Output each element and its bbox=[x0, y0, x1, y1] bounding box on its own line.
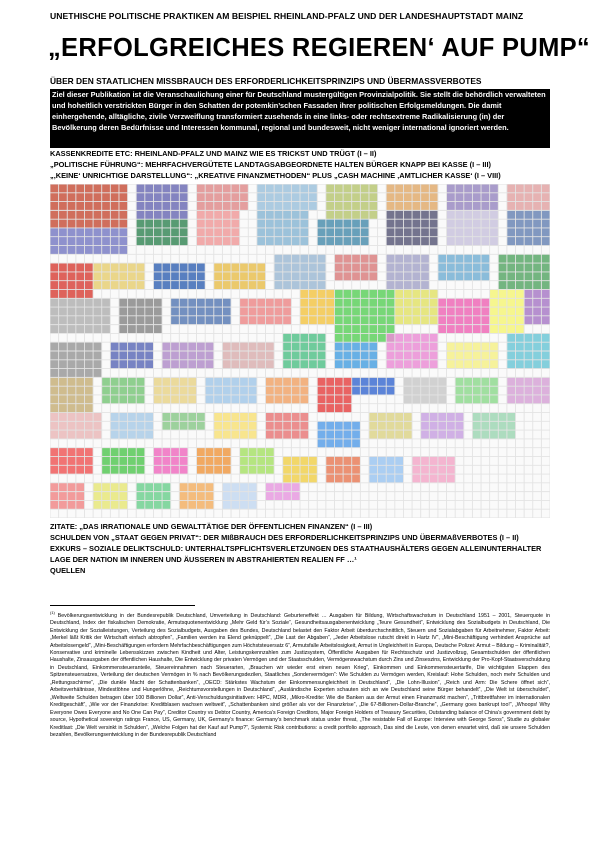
mosaic-patch bbox=[507, 184, 550, 210]
document-kicker: UNETHISCHE POLITISCHE PRAKTIKEN AM BEISPIEL RHEINLAND-PFALZ UND DER LANDESHAUPTSTADT MAINZ bbox=[50, 11, 524, 21]
mosaic-patch bbox=[412, 456, 455, 482]
footnote-marker: (1) bbox=[50, 610, 55, 615]
mosaic-patch bbox=[102, 448, 145, 474]
document-title: „ERFOLGREICHES REGIEREN‘ AUF PUMP“ bbox=[48, 34, 590, 62]
toc-line: EXKURS – SOZIALE DELIKTSCHULD: UNTERHALTSPFLICHTSVERLETZUNGEN DES STAATHAUSHÄLTERS GEGEN ALLEINUNTERHALTER LAGE DER NATION IM INNEREN UND ÄUSSEREN IN ABSTRAHIERTEN REALIEN FF …¹ bbox=[50, 543, 542, 564]
document-subtitle: ÜBER DEN STAATLICHEN MISSBRAUCH DES ERFORDERLICHKEITSPRINZIPS UND ÜBERMASSVERBOTES bbox=[50, 76, 482, 86]
footnote-text: Bevölkerungsentwicklung in der Bundesrepublik Deutschland, Umverteilung in Deutschland: Geburteneffekt … Ausgaben für Bildung, Wirtschaftswachstum in Deutschland 1951 – 2001, Steuerquote in Deutschland, Index der fiskalischen Demokratie, Armutsquotenentwicklung „Mehr Geld für’s Soziale“, Gesundheitsausgabenentwicklung „Teure Gesundheit“, Entwicklung des Sozialbudgets in Deutschland, Die Entwicklung der Sozialleistungen, Verteilung des Sozialbudgets, Ausgaben des Bundes, Deutschland belastet den Faktor Arbeit überdurchschnittlich, Steuern und Sozialabgaben für Arbeitnehmer, Faktor Arbeit: „Merkel läßt Kritik der Wirtschaft einfach abtropfen“, „Familien werden ins Elend geknüppelt“, „Die Last der Abgaben“, „Jeder Arbeitslose rutscht direkt in Hartz IV“, „Mini-Beschäftigung verhindert Ansprüche auf Arbeitslosengeld“, „Mini-Beschäftigungen erfordern Mehrfachbeschäftigungen zum Höchststeuersatz 6“, Armutsfalle Arbeitslosigkeit, Armut in Ungleichheit in Europa, Deutsche Polizei: Armut – Bildung – Kriminalität?, Konservative und kriminelle Lebensskizzen zwischen Kindheit und Alter, Leistungskennzahlen zum Justizsystem, Öffentliche Ausgaben für Rechtsschutz und Justizvollzug, Gesamtschulden der öffentlichen Haushalte, Zinsausgaben der öffentlichen Haushalte, Die Entwicklung der privaten Vermögen und der Staatsschulden, Vermögenswachstum durch Zins und Zinseszins, Entwicklung der Pro-Kopf-Staatsverschuldung in Deutschland, Einkommensteueranteile, Steuereinnahmen nach Steuerarten, „Brauchen wir wieder erst einen neuen Krieg“, Einkommen und Einkommensteuertarife, Die wichtigsten Etappen des Spitzensteuersatzes, Verteilung der deutschen Vermögen in % nach Bevölkerungsdezilen, Staatliches „Sondervermögen“: Wie Schulden zu Vermögen werden, Kreislauf: Hohe Schulden, noch mehr Schulden und „Rettungsschirme“, „Die dunkle Macht der Schattenbanken“, „OECD: Stärkstes Wachstum der Einkommensungleichheit in Deutschland“, „Die Lohn-Illusion“, „Reich und Arm: Die Schere öffnet sich“, Arbeitsverhältnisse, Mindestlöhne und Hungerlöhne, „Reichtumsvorstellungen in Deutschland“, „Ausländische Experten schauten sich an wie Deutschland seine Bürger behandelt“, „Die Welt ist überschuldet“, „Weltweite Schulden betragen über 100 Billionen Dollar“, Anti-Verschuldungsinitiativen: HIPC, MDRI, „Mikro-Kredite: Wie die Banken aus der Armut einen Finanzmarkt machen“, „Trittbrettfahrer im internationalen Kreditgeschäft“, „Wie vor der Finanzkrise: Kreditblasen wachsen weltweit“, „Schattenbanken sind größer als vor der Finanzkrise“, „Die 67-Billionen-Dollar-Branche“, „Germany goes bankrupt too!“, „Whoops! Why Everyone Owes Everyone and No One Can Pay“, Creditor Country vs Debtor Country, America’s Foreign Creditors, Major Foreign Holders of Treasury Securities, Outstanding balance of China’s government debt by source, Hypothetical sovereign ratings France, US, Germany, UK, Germany’s finance: Germany’s benchmark status under threat, „The resistable Fall of Europe: Interview with George Soros“, Studie zu globaler Kreditlast: „Die Welt versinkt in Schulden“, „Welche Folgen hat der Kauf auf Pump?“, Systemic Risk contributions: a credit portfolio approach, Das sind die Leute, von denen erwartet wird, daß sie unsere Schulden bezahlen, Bevölkerungsentwicklung in der Bundesrepublik Deutschland bbox=[50, 612, 551, 738]
mosaic-patch bbox=[153, 377, 196, 403]
mosaic-patch bbox=[317, 421, 360, 447]
mosaic-patch bbox=[455, 377, 498, 403]
mosaic-patch bbox=[472, 413, 515, 439]
toc-line: KASSENKREDITE ETC: RHEINLAND-PFALZ UND MAINZ WIE ES TRICKST UND TRÜGT (I – II) bbox=[50, 149, 377, 158]
toc-top bbox=[50, 149, 550, 182]
intro-paragraph: Ziel dieser Publikation ist die Veranschaulichung einer für Deutschland mustergültigen Provinzialpolitik. Sie stellt die behördlich verwalteten und hoheitlich verstrickten Bürger in den Schatten der potemkin’schen Fassaden ihrer politischen Erfolgsmeldungen. Die damit einhergehende, alltägliche, zivile Verzweiflung transformiert zusehends in eine links- oder rechtsextreme Radikalisierung (in) der Bevölkerung deren Bedürfnisse und Interessen kommunal, regional und bundesweit, nicht weniger international ignoriert werden. bbox=[50, 89, 550, 148]
footnote-separator bbox=[50, 605, 195, 606]
mosaic-image bbox=[50, 184, 550, 518]
toc-line: SCHULDEN VON „STAAT GEGEN PRIVAT“: DER MIßBRAUCH DES ERFORDERLICHKEITSPRINZIPS UND ÜBERMAßVERBOTES (I – II) bbox=[50, 532, 519, 542]
mosaic-patch bbox=[50, 228, 128, 254]
mosaic-patch bbox=[369, 413, 412, 439]
toc-line: „POLITISCHE FÜHRUNG“: MEHRFACHVERGÜTETE LANDTAGSABGEORDNETE HALTEN BÜRGER KNAPP BEI KASSE (I – III) bbox=[50, 159, 491, 169]
mosaic-patch bbox=[110, 413, 153, 439]
toc-line: ZITATE: „DAS IRRATIONALE UND GEWALTTÄTIGE DER ÖFFENTLICHEN FINANZEN“ (I – III) bbox=[50, 522, 373, 531]
footnote bbox=[50, 609, 550, 739]
mosaic-patch bbox=[110, 342, 153, 368]
mosaic-patch bbox=[50, 184, 128, 228]
mosaic-patch bbox=[507, 377, 550, 403]
mosaic-patch bbox=[50, 448, 93, 474]
mosaic-patch bbox=[334, 342, 377, 368]
mosaic-patch bbox=[266, 377, 309, 403]
mosaic-patch bbox=[266, 413, 309, 439]
toc-line: „‚KEINE‘ UNRICHTIGE DARSTELLUNG“: „KREATIVE FINANZMETHODEN“ PLUS „CASH MACHINE ‚AMTLICHER KASSE‘ (I – VIII) bbox=[50, 170, 501, 180]
mosaic-patch bbox=[334, 254, 377, 280]
toc-bottom bbox=[50, 522, 550, 577]
mosaic-patch bbox=[214, 413, 257, 439]
toc-line-sources: QUELLEN bbox=[50, 565, 86, 575]
mosaic-patch bbox=[102, 377, 145, 403]
mosaic-patch bbox=[421, 413, 464, 439]
mosaic-patch bbox=[403, 377, 446, 403]
